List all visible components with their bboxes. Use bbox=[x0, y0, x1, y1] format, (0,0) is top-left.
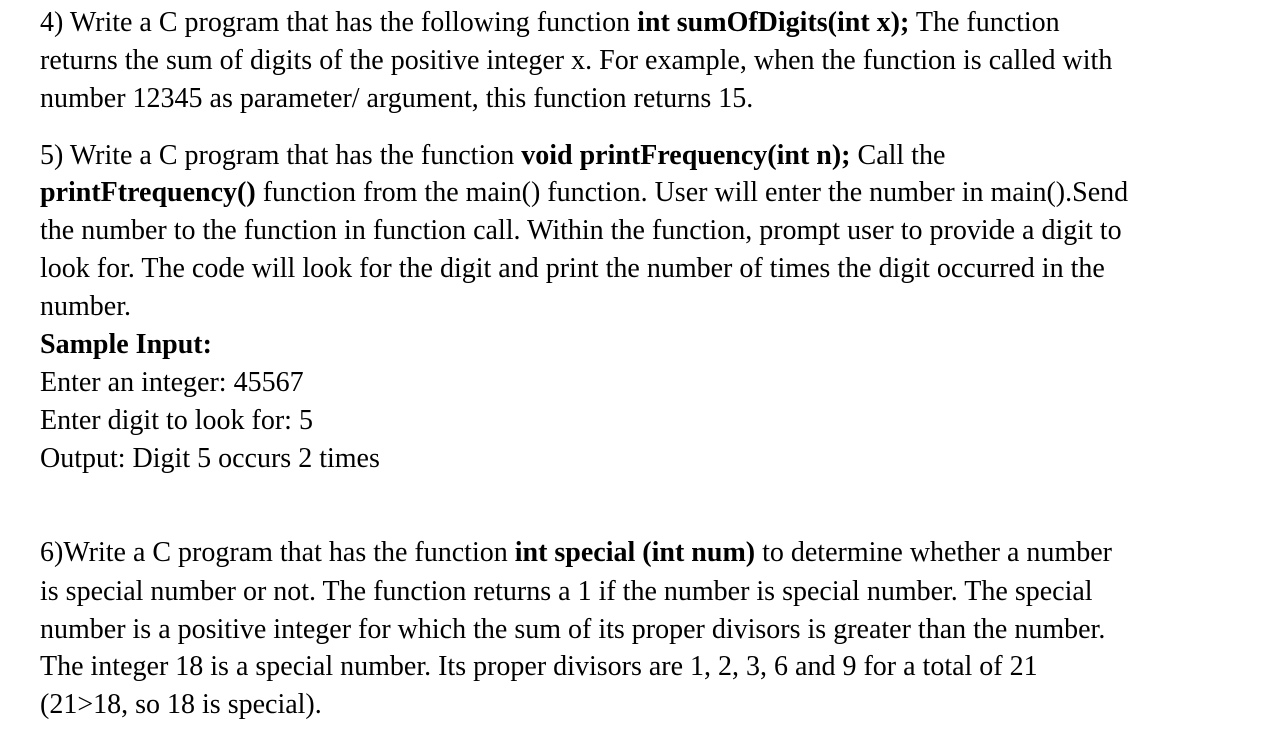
q6-line-5: (21>18, so 18 is special). bbox=[40, 689, 322, 720]
q5-text: 5) Write a C program that has the function bbox=[40, 140, 522, 171]
q5-function-signature: void printFrequency(int n); bbox=[521, 140, 851, 171]
q5-text: function from the main() function. User will enter the number in main().Send bbox=[255, 177, 1129, 208]
q5-line-5: number. bbox=[40, 291, 131, 322]
q6-line-2: is special number or not. The function returns a 1 if the number is special number. The special bbox=[40, 576, 1093, 607]
q5-line-3: the number to the function in function call. Within the function, prompt user to provide a digit to bbox=[40, 215, 1122, 246]
q4-line-1 bbox=[40, 4, 1060, 42]
q6-function-signature: int special (int num) bbox=[514, 537, 756, 568]
sample-input-heading bbox=[40, 326, 212, 364]
sample-input-heading-text: Sample Input: bbox=[40, 329, 212, 360]
q4-function-signature: int sumOfDigits(int x); bbox=[637, 7, 910, 38]
q5-text: Call the bbox=[850, 140, 946, 171]
q6-line-4: The integer 18 is a special number. Its proper divisors are 1, 2, 3, 6 and 9 for a total of 21 bbox=[40, 651, 1038, 682]
q6-text: to determine whether a number bbox=[755, 537, 1112, 568]
q5-line-2 bbox=[40, 174, 1128, 212]
q4-line-2: returns the sum of digits of the positive integer x. For example, when the function is called with bbox=[40, 45, 1113, 76]
q6-line-3: number is a positive integer for which the sum of its proper divisors is greater than the number. bbox=[40, 614, 1106, 645]
q5-line-4: look for. The code will look for the digit and print the number of times the digit occurred in the bbox=[40, 253, 1105, 284]
q5-function-name: printFtrequency() bbox=[40, 177, 256, 208]
q4-text: The function bbox=[909, 7, 1060, 38]
q6-line-1 bbox=[40, 534, 1112, 572]
q4-text: 4) Write a C program that has the following function bbox=[40, 7, 638, 38]
sample-input-line-1: Enter an integer: 45567 bbox=[40, 367, 304, 398]
sample-output-line: Output: Digit 5 occurs 2 times bbox=[40, 443, 380, 474]
q4-line-3: number 12345 as parameter/ argument, this function returns 15. bbox=[40, 83, 754, 114]
q6-text: 6)Write a C program that has the function bbox=[40, 537, 515, 568]
q5-line-1 bbox=[40, 137, 945, 175]
sample-input-line-2: Enter digit to look for: 5 bbox=[40, 405, 313, 436]
